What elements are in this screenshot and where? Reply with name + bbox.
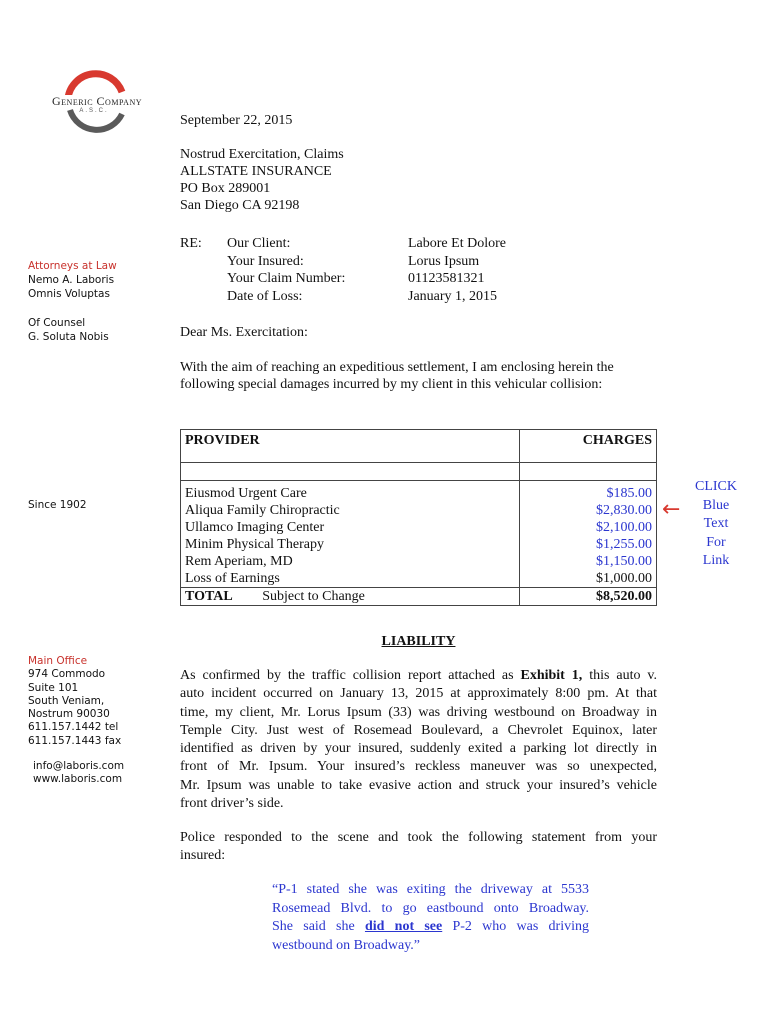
- charge-cell: $1,000.00: [520, 570, 657, 588]
- liability-paragraph: [180, 667, 657, 813]
- address-line: Nostrum 90030: [28, 708, 110, 721]
- charge-link[interactable]: $1,255.00: [520, 536, 657, 553]
- quote-line: westbound on Broadway.”: [272, 938, 421, 954]
- table-row: [181, 536, 657, 553]
- provider-cell: Eiusmod Urgent Care: [181, 481, 520, 503]
- counsel-heading: Of Counsel: [28, 317, 86, 329]
- table-row: [181, 481, 657, 503]
- provider-cell: Rem Aperiam, MD: [181, 553, 520, 570]
- intro-line: following special damages incurred by my client in this vehicular collision:: [180, 377, 603, 392]
- paragraph-line: Temple City. Just west of Rosemead Boulevard, a Chevrolet Equinox, later: [180, 722, 657, 738]
- exhibit-reference: Exhibit 1,: [520, 668, 583, 683]
- re-row: [227, 288, 527, 306]
- table-header-row: [181, 430, 657, 463]
- total-row: [181, 588, 657, 606]
- arrow-left-icon: ←: [662, 497, 681, 522]
- annotation-line: Link: [702, 553, 730, 568]
- empty-cell: [520, 463, 657, 481]
- provider-cell: Aliqua Family Chiropractic: [181, 502, 520, 519]
- recipient-line: PO Box 289001: [180, 181, 271, 196]
- paragraph-line: [180, 667, 657, 685]
- paragraph-line: auto incident occurred on January 13, 2015 at approximately 8:00 pm. At that: [180, 686, 657, 702]
- paragraph-line: front of Mr. Ipsum. Your insured’s reckless maneuver was so unexpected,: [180, 759, 657, 775]
- re-row-value: January 1, 2015: [408, 288, 498, 304]
- office-block: [28, 655, 158, 748]
- logo-name: Generic Company: [42, 95, 152, 107]
- charge-link[interactable]: $1,150.00: [520, 553, 657, 570]
- quote-line: [272, 918, 589, 937]
- provider-header: PROVIDER: [181, 430, 520, 463]
- sidebar: [28, 259, 158, 301]
- since-text: Since 1902: [28, 499, 87, 511]
- intro-line: With the aim of reaching an expeditious settlement, I am enclosing herein the: [180, 360, 614, 375]
- re-row: [227, 253, 527, 271]
- table-row: [181, 570, 657, 588]
- emphasis-text: did not see: [364, 919, 443, 935]
- charges-header: CHARGES: [520, 430, 657, 463]
- re-row: [227, 270, 527, 288]
- quote-line: Rosemead Blvd. to go eastbound onto Broadway.: [272, 900, 589, 916]
- recipient-line: San Diego CA 92198: [180, 198, 300, 213]
- re-label: RE:: [180, 236, 202, 251]
- attorneys-heading: Attorneys at Law: [28, 260, 117, 272]
- text-span: P-2 who was driving: [442, 919, 589, 935]
- re-row-value: Labore Et Dolore: [408, 236, 506, 251]
- paragraph-line: front driver’s side.: [180, 796, 284, 812]
- insured-quote[interactable]: [272, 881, 589, 956]
- address-line: 974 Commodo: [28, 668, 106, 681]
- provider-cell: Minim Physical Therapy: [181, 536, 520, 553]
- provider-cell: Ullamco Imaging Center: [181, 519, 520, 536]
- text-span: this auto v.: [582, 668, 658, 683]
- phone-line: 611.157.1442 tel: [28, 721, 119, 734]
- provider-cell: Loss of Earnings: [181, 570, 520, 588]
- re-row-value: 01123581321: [408, 271, 485, 286]
- attorney-name: Omnis Voluptas: [28, 288, 110, 300]
- re-row-label: Date of Loss:: [227, 288, 303, 304]
- recipient-block: [180, 146, 344, 214]
- paragraph-line: identified as driven by your insured, suddenly exited a parking lot directly in: [180, 741, 657, 757]
- quote-line: “P-1 stated she was exiting the driveway at 5533: [272, 882, 589, 897]
- intro-paragraph: [180, 359, 660, 393]
- counsel-block: [28, 316, 158, 344]
- re-row-label: Your Claim Number:: [227, 271, 346, 286]
- re-row-value: Lorus Ipsum: [408, 253, 480, 269]
- paragraph-line: time, my client, Mr. Lorus Ipsum (33) was driving westbound on Broadway in: [180, 704, 657, 720]
- address-line: Suite 101: [28, 681, 79, 694]
- website-link[interactable]: www.laboris.com: [33, 773, 123, 786]
- police-paragraph: [180, 829, 657, 865]
- re-row: [227, 235, 527, 253]
- fax-line: 611.157.1443 fax: [28, 734, 122, 747]
- table-row: [181, 519, 657, 536]
- paragraph-line: insured:: [180, 848, 226, 863]
- letter-date: September 22, 2015: [180, 113, 293, 128]
- liability-heading: LIABILITY: [381, 634, 456, 649]
- annotation-line: Text: [703, 516, 729, 531]
- charge-link[interactable]: $185.00: [520, 481, 657, 503]
- recipient-line: Nostrud Exercitation, Claims: [180, 147, 344, 162]
- annotation-line: Blue: [702, 497, 730, 513]
- annotation-line: For: [706, 534, 726, 550]
- charge-link[interactable]: $2,100.00: [520, 519, 657, 536]
- re-block: [227, 235, 527, 305]
- total-cell: [181, 588, 520, 606]
- email-link[interactable]: info@laboris.com: [33, 760, 125, 772]
- paragraph-line: Police responded to the scene and took the following statement from your: [180, 830, 657, 845]
- table-row-empty: [181, 463, 657, 481]
- total-label: TOTAL: [185, 589, 233, 604]
- salutation: Dear Ms. Exercitation:: [180, 325, 308, 340]
- counsel-name: G. Soluta Nobis: [28, 331, 109, 343]
- text-span: As confirmed by the traffic collision report attached as: [180, 668, 521, 683]
- contact-block: [33, 760, 163, 787]
- company-logo: [38, 66, 150, 138]
- text-span: She said she: [272, 919, 365, 935]
- total-note: Subject to Change: [262, 589, 365, 604]
- re-row-label: Your Insured:: [227, 253, 304, 269]
- charge-link[interactable]: $2,830.00: [520, 502, 657, 519]
- recipient-line: ALLSTATE INSURANCE: [180, 164, 332, 179]
- address-line: South Veniam,: [28, 694, 105, 707]
- click-annotation: [688, 478, 744, 571]
- empty-cell: [181, 463, 520, 481]
- annotation-line: CLICK: [695, 479, 737, 494]
- re-row-label: Our Client:: [227, 236, 291, 251]
- table-row: [181, 553, 657, 570]
- office-heading: Main Office: [28, 655, 88, 667]
- total-amount: $8,520.00: [520, 588, 657, 606]
- logo-subtitle: A.S.C.: [79, 108, 109, 114]
- paragraph-line: Mr. Ipsum was unable to take evasive action and struck your insured’s vehicle: [180, 777, 657, 793]
- charges-table: [180, 429, 657, 606]
- table-row: [181, 502, 657, 519]
- attorney-name: Nemo A. Laboris: [28, 274, 115, 286]
